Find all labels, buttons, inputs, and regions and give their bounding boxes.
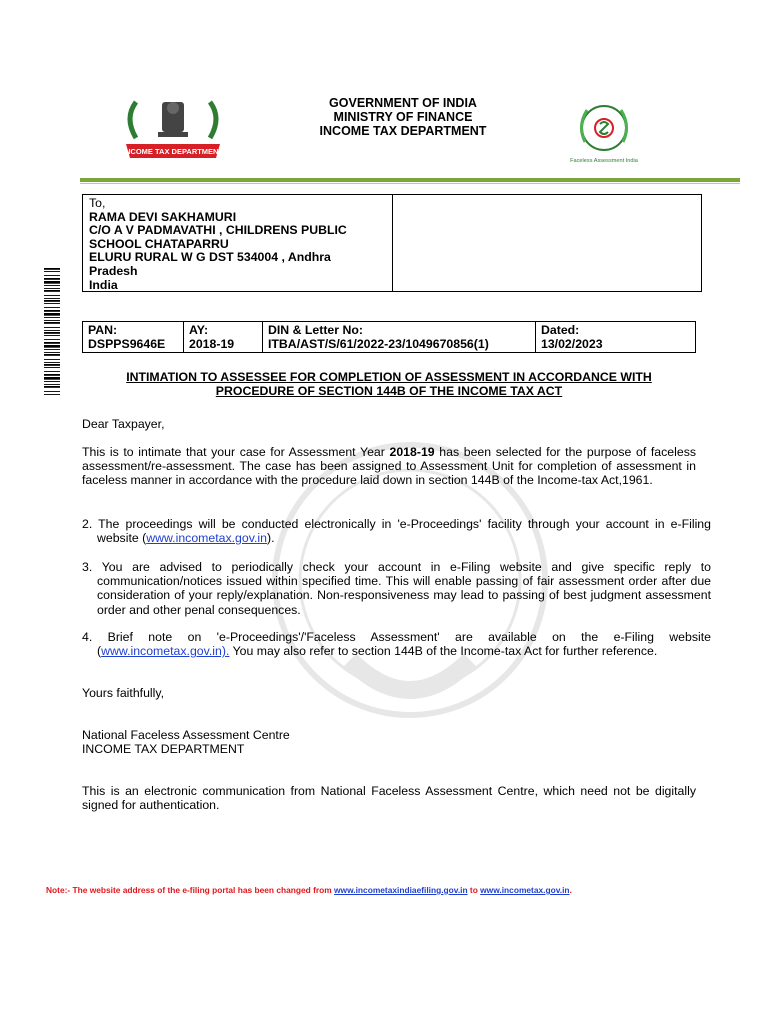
left-logo-text: INCOME TAX DEPARTMENT [122, 147, 224, 156]
address-line-1: C/O A V PADMAVATHI , CHILDRENS PUBLIC SCHOOL CHATAPARRU [89, 223, 347, 251]
paragraph-2 [82, 517, 711, 545]
signatory-department: INCOME TAX DEPARTMENT [82, 742, 245, 756]
din-cell [263, 322, 536, 353]
paragraph-4-end: You may also refer to section 144B of the Income-tax Act for further reference. [229, 644, 658, 659]
dated-value: 13/02/2023 [541, 337, 603, 351]
assessment-info-table [82, 321, 696, 353]
new-portal-link[interactable]: www.incometax.gov.in [480, 885, 570, 895]
efiling-link-2[interactable]: www.incometax.gov.in). [101, 644, 230, 659]
din-value: ITBA/AST/S/61/2022-23/1049670856(1) [268, 337, 489, 351]
footer-note [46, 885, 686, 895]
header-rule [80, 178, 740, 182]
dated-label: Dated: [541, 323, 580, 337]
address-country: India [89, 277, 118, 292]
paragraph-1-start: This is to intimate that your case for Assessment Year [82, 445, 390, 459]
ay-label: AY: [189, 323, 209, 337]
address-to: To, [89, 196, 106, 210]
address-box [82, 194, 702, 292]
ay-value: 2018-19 [189, 337, 235, 351]
header-ministry: MINISTRY OF FINANCE [333, 110, 473, 124]
paragraph-4-start: 4. Brief note on 'e-Proceedings'/'Faceless Assessment' are available on the e-Filing website ( [82, 630, 711, 659]
ay-cell [184, 322, 263, 353]
income-tax-emblem-logo [118, 96, 228, 168]
pan-cell [83, 322, 184, 353]
paragraph-4 [82, 630, 711, 658]
header-government: GOVERNMENT OF INDIA [329, 96, 477, 110]
notice-title-line-2: PROCEDURE OF SECTION 144B OF THE INCOME TAX ACT [215, 384, 563, 398]
header-department: INCOME TAX DEPARTMENT [319, 124, 487, 138]
barcode [44, 268, 60, 396]
paragraph-1-end: has been selected for the purpose of faceless assessment/re-assessment. The case has been assigned to Assessment Unit for completion of assessment in faceless manner in accordance with the procedure laid down in section 144B of the Income-tax Act,1961. [82, 445, 696, 488]
dated-cell [536, 322, 696, 353]
pan-value: DSPPS9646E [88, 337, 166, 351]
old-portal-link[interactable]: www.incometaxindiaefiling.gov.in [334, 885, 468, 895]
electronic-communication-note: This is an electronic communication from National Faceless Assessment Centre, which need not be digitally signed for authentication. [82, 784, 696, 813]
faceless-assessment-logo [565, 98, 643, 168]
salutation: Dear Taxpayer, [82, 417, 165, 431]
pan-label: PAN: [88, 323, 118, 337]
notice-title-line-1: INTIMATION TO ASSESSEE FOR COMPLETION OF ASSESSMENT IN ACCORDANCE WITH [126, 370, 652, 384]
paragraph-3: 3. You are advised to periodically check your account in e-Filing website and give specific reply to communication/notices issued within specified time. This will enable passing of fair assessment order after due consideration of your reply/explanation. Non-responsiveness may lead to passing of best judgment assessment order and other penal consequences. [82, 560, 711, 617]
recipient-address [89, 197, 379, 292]
footer-note-end: . [569, 885, 572, 895]
paragraph-2-start: 2. The proceedings will be conducted electronically in 'e-Proceedings' facility through your account in e-Filing website ( [82, 517, 711, 546]
footer-note-to: to [467, 885, 481, 895]
recipient-name: RAMA DEVI SAKHAMURI [89, 209, 237, 224]
footer-note-text: Note:- The website address of the e-filing portal has been changed from [46, 885, 335, 895]
address-box-divider [392, 195, 393, 291]
efiling-link[interactable]: www.incometax.gov.in [146, 531, 267, 546]
din-label: DIN & Letter No: [268, 323, 363, 337]
closing: Yours faithfully, [82, 686, 165, 700]
paragraph-1 [82, 445, 696, 488]
address-line-2: ELURU RURAL W G DST 534004 , Andhra Pradesh [89, 250, 331, 278]
header-rule-thin [80, 183, 740, 184]
assessment-year: 2018-19 [389, 445, 435, 459]
paragraph-2-end: ). [266, 531, 275, 546]
right-logo-caption: Faceless Assessment India [570, 158, 638, 164]
signatory-name: National Faceless Assessment Centre [82, 728, 290, 742]
